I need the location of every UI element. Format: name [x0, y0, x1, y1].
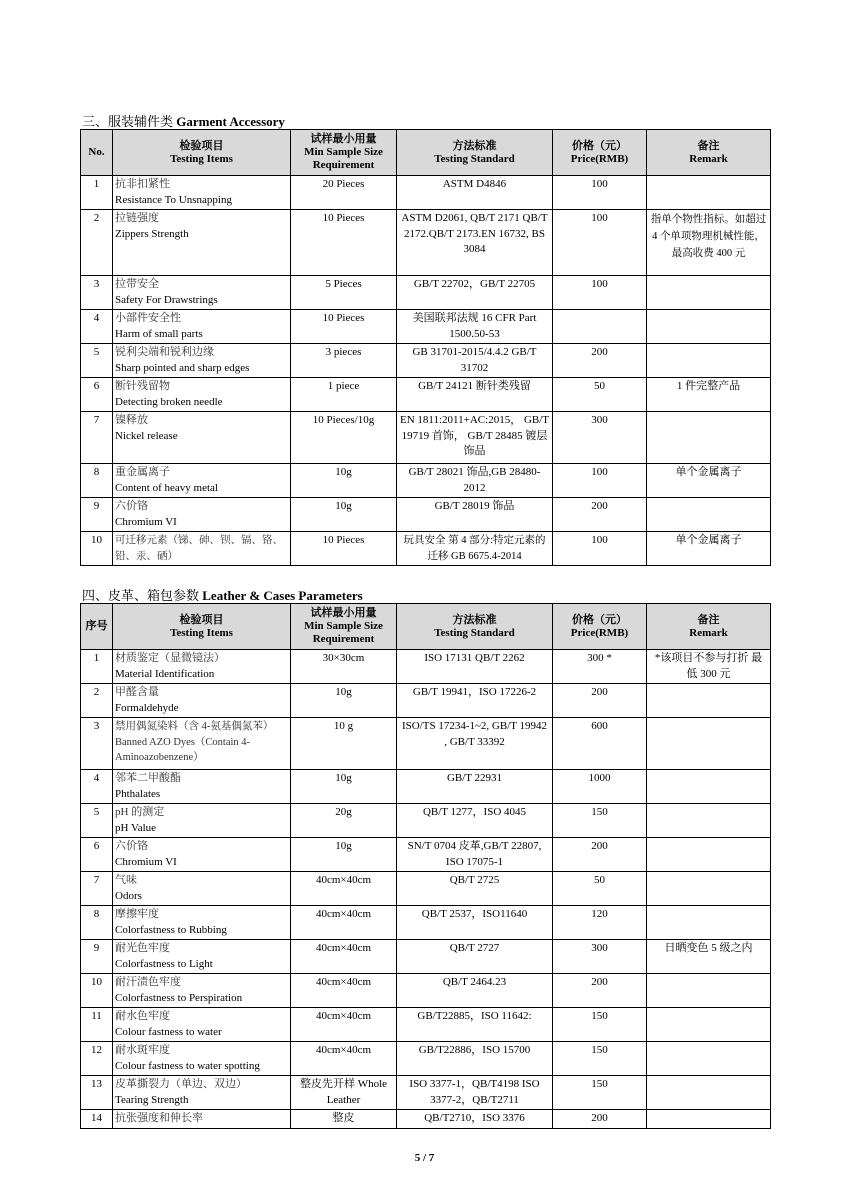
cell-no: 10	[81, 532, 113, 566]
item-cn: 气味	[115, 874, 137, 886]
cell-testing-item	[113, 464, 291, 498]
item-cn: 耐水斑牢度	[115, 1044, 170, 1056]
cell-sample-size: 20g	[291, 804, 397, 838]
cell-price: 150	[553, 1042, 647, 1076]
cell-testing-item	[113, 412, 291, 464]
table-row	[81, 276, 771, 310]
cell-standard: QB/T 2537，ISO11640	[397, 906, 553, 940]
header-remark-en: Remark	[689, 626, 728, 639]
cell-standard: GB/T22885，ISO 11642:	[397, 1008, 553, 1042]
cell-no: 14	[81, 1110, 113, 1129]
cell-standard: SN/T 0704 皮革,GB/T 22807, ISO 17075-1	[397, 838, 553, 872]
item-en: Colorfastness to Light	[115, 957, 213, 970]
cell-remark	[647, 974, 771, 1008]
header-price	[553, 130, 647, 176]
cell-price: 100	[553, 532, 647, 566]
table-row	[81, 872, 771, 906]
cell-price: 120	[553, 906, 647, 940]
header-testing-standard	[397, 604, 553, 650]
cell-no: 6	[81, 838, 113, 872]
cell-price: 1000	[553, 770, 647, 804]
header-remark-cn: 备注	[697, 139, 720, 152]
cell-remark	[647, 906, 771, 940]
cell-no: 2	[81, 210, 113, 276]
cell-sample-size: 30×30cm	[291, 650, 397, 684]
cell-price: 150	[553, 804, 647, 838]
cell-testing-item	[113, 378, 291, 412]
item-cn: 拉链强度	[115, 212, 159, 224]
item-en: Resistance To Unsnapping	[115, 193, 232, 206]
cell-testing-item	[113, 872, 291, 906]
header-std-en: Testing Standard	[434, 626, 515, 639]
cell-testing-item	[113, 344, 291, 378]
cell-price: 50	[553, 872, 647, 906]
header-testing-items	[113, 130, 291, 176]
cell-testing-item	[113, 906, 291, 940]
cell-remark	[647, 838, 771, 872]
cell-sample-size: 3 pieces	[291, 344, 397, 378]
cell-sample-size: 20 Pieces	[291, 176, 397, 210]
item-en: Formaldehyde	[115, 701, 179, 714]
cell-remark	[647, 770, 771, 804]
table-header-row	[81, 130, 771, 176]
cell-testing-item	[113, 276, 291, 310]
item-cn: 抗张强度和伸长率	[115, 1112, 203, 1124]
item-cn: 耐水色牢度	[115, 1010, 170, 1022]
header-min-sample-size	[291, 130, 397, 176]
table-row	[81, 498, 771, 532]
table-row	[81, 1110, 771, 1129]
cell-no: 9	[81, 940, 113, 974]
cell-testing-item	[113, 310, 291, 344]
cell-testing-item	[113, 770, 291, 804]
cell-sample-size: 40cm×40cm	[291, 872, 397, 906]
leather-cases-table	[80, 603, 771, 1129]
header-price-cn: 价格（元）	[572, 139, 627, 152]
header-remark-en: Remark	[689, 152, 728, 165]
cell-price: 300 *	[553, 650, 647, 684]
cell-sample-size: 整皮	[291, 1110, 397, 1129]
cell-no: 1	[81, 650, 113, 684]
cell-no: 8	[81, 464, 113, 498]
section-title-en: Garment Accessory	[176, 114, 285, 129]
item-en: Harm of small parts	[115, 327, 203, 340]
header-price-cn: 价格（元）	[572, 613, 627, 626]
cell-no: 3	[81, 276, 113, 310]
cell-standard: GB/T 19941，ISO 17226-2	[397, 684, 553, 718]
cell-standard: GB 31701-2015/4.4.2 GB/T 31702	[397, 344, 553, 378]
cell-price: 150	[553, 1008, 647, 1042]
cell-remark	[647, 498, 771, 532]
table-row	[81, 1042, 771, 1076]
header-size-cn: 试样最小用量	[310, 607, 377, 619]
item-cn: 镍释放	[115, 414, 148, 426]
cell-testing-item	[113, 1076, 291, 1110]
item-en: Nickel release	[115, 429, 178, 442]
cell-price: 200	[553, 684, 647, 718]
header-item-en: Testing Items	[170, 626, 233, 639]
cell-standard: GB/T 24121 断针类残留	[397, 378, 553, 412]
header-item-en: Testing Items	[170, 152, 233, 165]
table-row	[81, 650, 771, 684]
item-cn: 甲醛含量	[115, 686, 159, 698]
cell-remark	[647, 1110, 771, 1129]
item-en: Colour fastness to water	[115, 1025, 222, 1038]
item-en: pH Value	[115, 821, 157, 834]
cell-sample-size: 10 g	[291, 718, 397, 770]
cell-remark	[647, 276, 771, 310]
section-title-cn: 四、皮革、箱包参数	[82, 588, 200, 603]
cell-sample-size: 40cm×40cm	[291, 1008, 397, 1042]
header-size-en1: Min Sample Size	[304, 620, 383, 632]
cell-remark	[647, 804, 771, 838]
table-row	[81, 464, 771, 498]
cell-no: 13	[81, 1076, 113, 1110]
cell-remark	[647, 176, 771, 210]
cell-no: 4	[81, 770, 113, 804]
cell-price: 150	[553, 1076, 647, 1110]
cell-sample-size: 10g	[291, 464, 397, 498]
cell-testing-item	[113, 684, 291, 718]
table-row	[81, 718, 771, 770]
item-cn: 摩擦牢度	[115, 908, 159, 920]
cell-remark	[647, 412, 771, 464]
cell-remark	[647, 1008, 771, 1042]
cell-testing-item	[113, 804, 291, 838]
section-title-garment-accessory	[82, 111, 285, 130]
header-std-cn: 方法标准	[452, 139, 497, 152]
item-cn: 抗非扣紧性	[115, 178, 170, 190]
cell-testing-item	[113, 176, 291, 210]
item-en: Colorfastness to Rubbing	[115, 923, 227, 936]
header-size-en2: Requirement	[312, 159, 375, 171]
table-row	[81, 684, 771, 718]
item-en: Colorfastness to Perspiration	[115, 991, 243, 1004]
item-cn: 拉带安全	[115, 278, 159, 290]
header-no: 序号	[81, 604, 113, 650]
cell-no: 7	[81, 412, 113, 464]
item-en: Chromium VI	[115, 515, 177, 528]
table-row	[81, 210, 771, 276]
cell-standard: GB/T22886，ISO 15700	[397, 1042, 553, 1076]
cell-testing-item	[113, 650, 291, 684]
cell-testing-item	[113, 1008, 291, 1042]
cell-standard: GB/T 28021 饰品,GB 28480-2012	[397, 464, 553, 498]
cell-testing-item	[113, 838, 291, 872]
cell-price: 600	[553, 718, 647, 770]
item-cn: 小部件安全性	[115, 312, 181, 324]
cell-standard: EN 1811:2011+AC:2015， GB/T 19719 首饰， GB/T 28485 镀层饰品	[397, 412, 553, 464]
table-row	[81, 412, 771, 464]
cell-standard: GB/T 28019 饰品	[397, 498, 553, 532]
cell-sample-size: 5 Pieces	[291, 276, 397, 310]
cell-remark: 单个金属离子	[647, 464, 771, 498]
table-row	[81, 532, 771, 566]
cell-standard: 玩具安全 第 4 部分:特定元素的迁移 GB 6675.4-2014	[397, 532, 553, 566]
cell-remark: 1 件完整产品	[647, 378, 771, 412]
cell-testing-item	[113, 974, 291, 1008]
cell-standard: ASTM D2061, QB/T 2171 QB/T 2172.QB/T 2173.EN 16732, BS 3084	[397, 210, 553, 276]
header-min-sample-size	[291, 604, 397, 650]
cell-sample-size: 10 Pieces	[291, 310, 397, 344]
cell-remark	[647, 684, 771, 718]
cell-sample-size: 40cm×40cm	[291, 906, 397, 940]
cell-testing-item	[113, 940, 291, 974]
table-row	[81, 940, 771, 974]
cell-price: 100	[553, 210, 647, 276]
item-en: Colour fastness to water spotting	[115, 1059, 260, 1072]
section-title-leather-cases	[82, 585, 363, 604]
section-title-cn: 三、服装辅件类	[82, 114, 174, 129]
header-remark	[647, 604, 771, 650]
cell-remark	[647, 310, 771, 344]
cell-remark	[647, 1076, 771, 1110]
cell-remark: *该项目不参与打折 最低 300 元	[647, 650, 771, 684]
cell-price: 50	[553, 378, 647, 412]
cell-remark	[647, 718, 771, 770]
cell-price: 200	[553, 498, 647, 532]
cell-price	[553, 310, 647, 344]
cell-testing-item	[113, 1110, 291, 1129]
cell-sample-size: 10 Pieces	[291, 210, 397, 276]
header-std-cn: 方法标准	[452, 613, 497, 626]
cell-sample-size: 10 Pieces/10g	[291, 412, 397, 464]
cell-standard: QB/T2710，ISO 3376	[397, 1110, 553, 1129]
item-en: Material Identification	[115, 667, 215, 680]
page-number: 5 / 7	[414, 1152, 435, 1164]
cell-sample-size: 整皮先开样 Whole Leather	[291, 1076, 397, 1110]
cell-standard: ISO/TS 17234-1~2, GB/T 19942 , GB/T 33392	[397, 718, 553, 770]
header-item-cn: 检验项目	[179, 613, 224, 626]
table-row	[81, 1076, 771, 1110]
item-en: Zippers Strength	[115, 227, 189, 240]
item-cn: 锐利尖端和锐利边缘	[115, 346, 214, 358]
item-cn: 重金属离子	[115, 466, 170, 478]
item-en: Safety For Drawstrings	[115, 293, 218, 306]
cell-testing-item	[113, 1042, 291, 1076]
cell-standard: QB/T 2727	[397, 940, 553, 974]
cell-remark	[647, 872, 771, 906]
cell-sample-size: 40cm×40cm	[291, 1042, 397, 1076]
cell-testing-item	[113, 532, 291, 566]
table-row	[81, 838, 771, 872]
header-size-en2: Requirement	[312, 633, 375, 645]
item-en: Chromium VI	[115, 855, 177, 868]
header-size-cn: 试样最小用量	[310, 133, 377, 145]
cell-standard: GB/T 22931	[397, 770, 553, 804]
cell-sample-size: 10g	[291, 770, 397, 804]
cell-price: 200	[553, 344, 647, 378]
item-en: Sharp pointed and sharp edges	[115, 361, 250, 374]
table-header-row	[81, 604, 771, 650]
cell-sample-size: 40cm×40cm	[291, 974, 397, 1008]
item-cn: 材质鉴定（显微镜法）	[115, 652, 225, 664]
table-row	[81, 378, 771, 412]
cell-standard: ASTM D4846	[397, 176, 553, 210]
cell-price: 100	[553, 464, 647, 498]
table-row	[81, 344, 771, 378]
cell-no: 3	[81, 718, 113, 770]
table-row	[81, 176, 771, 210]
item-en: Odors	[115, 889, 142, 902]
cell-testing-item	[113, 718, 291, 770]
header-price-en: Price(RMB)	[570, 152, 629, 165]
section-title-en: Leather & Cases Parameters	[202, 588, 363, 603]
cell-standard: QB/T 2464.23	[397, 974, 553, 1008]
cell-testing-item	[113, 210, 291, 276]
cell-sample-size: 10g	[291, 838, 397, 872]
cell-no: 6	[81, 378, 113, 412]
cell-no: 12	[81, 1042, 113, 1076]
cell-standard: ISO 17131 QB/T 2262	[397, 650, 553, 684]
header-remark	[647, 130, 771, 176]
header-testing-standard	[397, 130, 553, 176]
cell-sample-size: 40cm×40cm	[291, 940, 397, 974]
table-row	[81, 974, 771, 1008]
cell-testing-item	[113, 498, 291, 532]
cell-remark: 指单个物性指标。如超过 4 个单项物理机械性能，最高收费 400 元	[647, 210, 771, 276]
cell-no: 8	[81, 906, 113, 940]
header-std-en: Testing Standard	[434, 152, 515, 165]
cell-price: 300	[553, 412, 647, 464]
item-cn: 六价铬	[115, 500, 148, 512]
cell-remark: 单个金属离子	[647, 532, 771, 566]
cell-sample-size: 10 Pieces	[291, 532, 397, 566]
cell-no: 1	[81, 176, 113, 210]
header-size-en1: Min Sample Size	[304, 146, 383, 158]
item-en: Tearing Strength	[115, 1093, 189, 1106]
header-testing-items	[113, 604, 291, 650]
table-row	[81, 804, 771, 838]
item-cn: 禁用偶氮染料（含 4-氨基偶氮苯）Banned AZO Dyes（Contain 4-Aminoazobenzene）	[115, 721, 274, 763]
cell-price: 100	[553, 176, 647, 210]
item-en: Phthalates	[115, 787, 161, 800]
cell-sample-size: 10g	[291, 684, 397, 718]
header-price	[553, 604, 647, 650]
table-row	[81, 770, 771, 804]
cell-remark: 日晒变色 5 级之内	[647, 940, 771, 974]
item-cn: 六价铬	[115, 840, 148, 852]
header-remark-cn: 备注	[697, 613, 720, 626]
table-row	[81, 310, 771, 344]
item-cn: 断针残留物	[115, 380, 170, 392]
item-en: Detecting broken needle	[115, 395, 223, 408]
cell-price: 200	[553, 838, 647, 872]
item-cn: 皮革撕裂力（单边、双边）	[115, 1078, 247, 1090]
cell-no: 5	[81, 804, 113, 838]
cell-remark	[647, 1042, 771, 1076]
item-cn: 耐光色牢度	[115, 942, 170, 954]
cell-no: 11	[81, 1008, 113, 1042]
cell-no: 9	[81, 498, 113, 532]
cell-standard: ISO 3377-1，QB/T4198 ISO 3377-2，QB/T2711	[397, 1076, 553, 1110]
cell-price: 100	[553, 276, 647, 310]
cell-standard: GB/T 22702，GB/T 22705	[397, 276, 553, 310]
cell-no: 5	[81, 344, 113, 378]
header-item-cn: 检验项目	[179, 139, 224, 152]
cell-price: 300	[553, 940, 647, 974]
item-cn: 可迁移元素（锑、砷、钡、镉、铬、铅、汞、硒）	[115, 535, 283, 562]
cell-standard: 美国联邦法规 16 CFR Part 1500.50-53	[397, 310, 553, 344]
cell-price: 200	[553, 1110, 647, 1129]
cell-no: 10	[81, 974, 113, 1008]
cell-standard: QB/T 1277，ISO 4045	[397, 804, 553, 838]
cell-price: 200	[553, 974, 647, 1008]
garment-accessory-table	[80, 129, 771, 566]
item-cn: pH 的测定	[115, 806, 165, 818]
cell-no: 4	[81, 310, 113, 344]
cell-sample-size: 1 piece	[291, 378, 397, 412]
item-cn: 耐汗渍色牢度	[115, 976, 181, 988]
cell-no: 7	[81, 872, 113, 906]
header-no: No.	[81, 130, 113, 176]
item-en: Content of heavy metal	[115, 481, 218, 494]
item-cn: 邻苯二甲酸酯	[115, 772, 181, 784]
cell-remark	[647, 344, 771, 378]
cell-no: 2	[81, 684, 113, 718]
cell-sample-size: 10g	[291, 498, 397, 532]
header-price-en: Price(RMB)	[570, 626, 629, 639]
table-row	[81, 906, 771, 940]
cell-standard: QB/T 2725	[397, 872, 553, 906]
table-row	[81, 1008, 771, 1042]
